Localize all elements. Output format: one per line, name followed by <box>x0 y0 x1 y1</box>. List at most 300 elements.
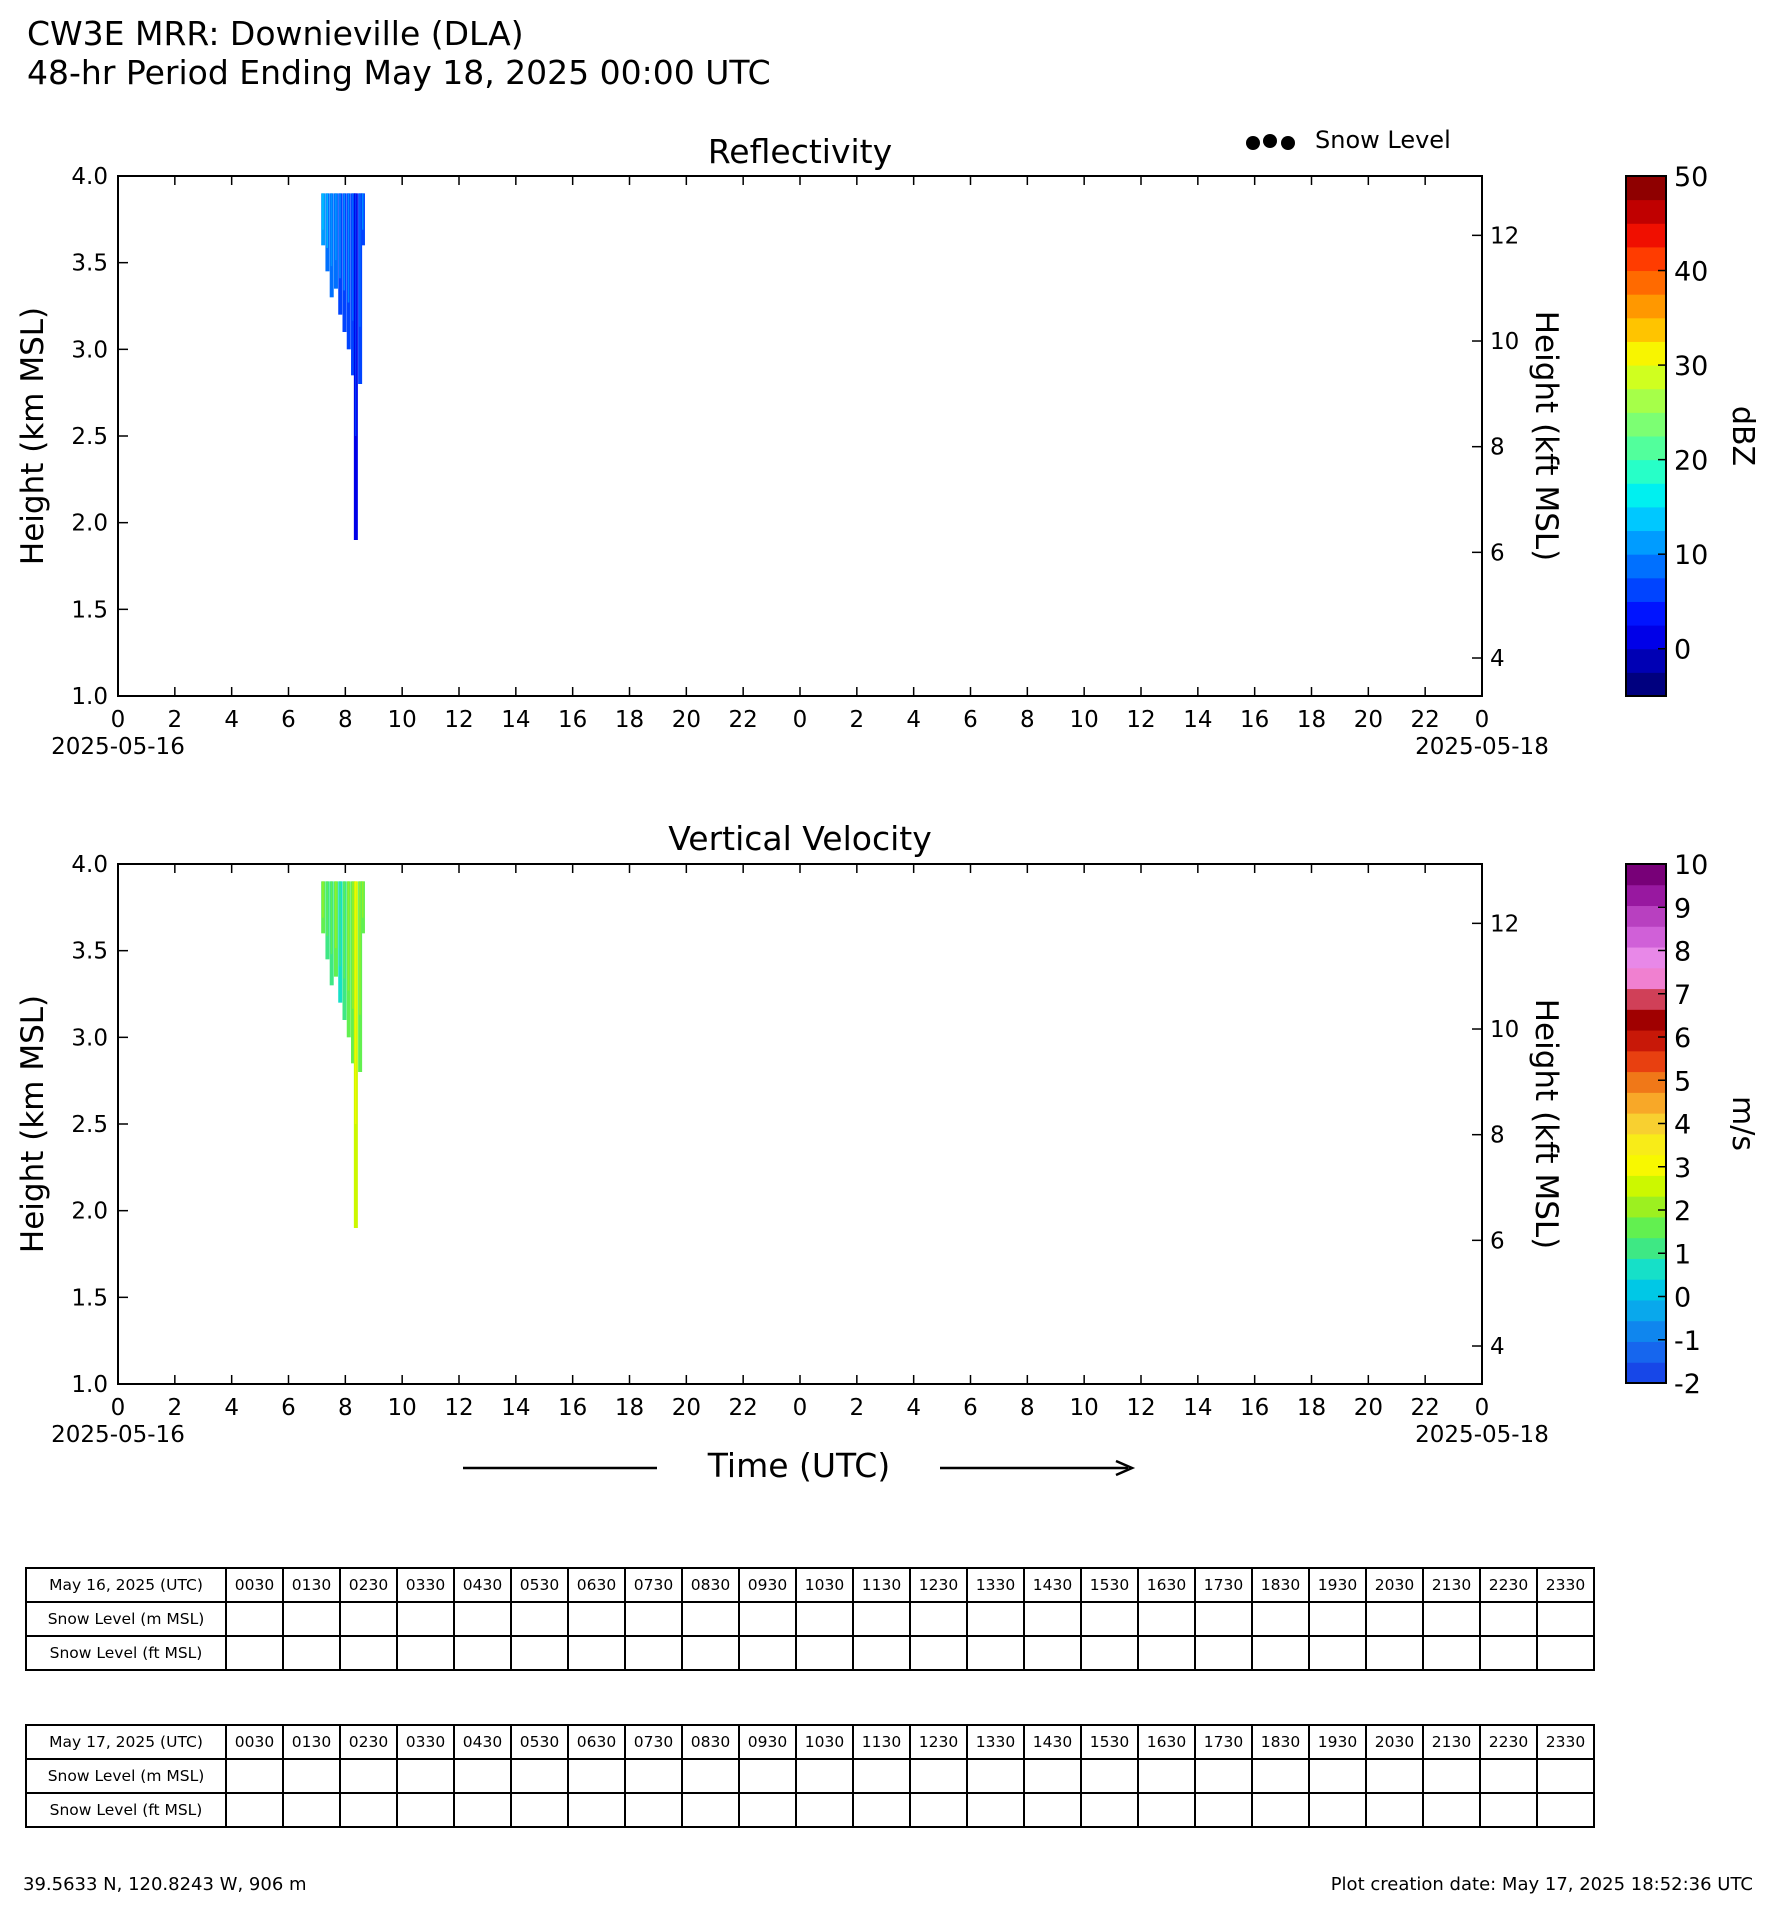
table-time-header: 1630 <box>1138 1725 1195 1759</box>
vel-xtick-label: 20 <box>1353 1395 1383 1421</box>
table-cell <box>625 1602 682 1636</box>
vel-data-column-shade <box>331 881 333 954</box>
vel-colorbar-segment <box>1626 1009 1666 1030</box>
vel-colorbar-segment <box>1626 1030 1666 1051</box>
table-time-header: 0930 <box>739 1568 796 1602</box>
table-cell <box>454 1636 511 1670</box>
vel-xtick-label: 12 <box>444 1395 474 1421</box>
vel-xtick-label: 8 <box>338 1395 353 1421</box>
table-cell <box>1024 1636 1081 1670</box>
table-row <box>26 1602 1594 1636</box>
table-time-header: 1430 <box>1024 1568 1081 1602</box>
refl-ytick-right-label: 12 <box>1490 223 1520 250</box>
table-cell <box>1195 1636 1252 1670</box>
vel-xtick-label: 6 <box>963 1395 978 1421</box>
refl-colorbar-segment <box>1626 531 1666 555</box>
vel-xtick-label: 4 <box>906 1395 921 1421</box>
refl-xtick-label: 2 <box>849 707 865 733</box>
refl-xtick-label: 18 <box>1296 707 1327 733</box>
table-cell <box>226 1759 283 1793</box>
refl-ylabel-right: Height (kft MSL) <box>1528 310 1564 562</box>
table-cell <box>910 1759 967 1793</box>
table-time-header: 1730 <box>1195 1568 1252 1602</box>
table-cell <box>511 1602 568 1636</box>
refl-data-column-shade <box>339 193 341 278</box>
table-cell <box>511 1759 568 1793</box>
refl-data-column-shade <box>331 193 333 266</box>
refl-colorbar-segment <box>1626 247 1666 271</box>
vel-colorbar-label: m/s <box>1725 1096 1760 1151</box>
table-time-header: 1830 <box>1252 1725 1309 1759</box>
vel-colorbar-segment <box>1626 1321 1666 1342</box>
refl-date-label-start: 2025-05-16 <box>51 734 185 760</box>
table-time-header: 0530 <box>511 1568 568 1602</box>
vel-colorbar-segment <box>1626 1362 1666 1383</box>
snow-level-legend-label: Snow Level <box>1315 126 1451 154</box>
plot-creation-date: Plot creation date: May 17, 2025 18:52:36 UTC <box>1330 1874 1753 1895</box>
vel-ytick-label: 1.0 <box>71 1372 108 1398</box>
table-cell <box>1138 1793 1195 1827</box>
vel-colorbar-segment <box>1626 1155 1666 1176</box>
vel-colorbar-tick-label: 4 <box>1674 1109 1692 1141</box>
table-cell <box>1195 1759 1252 1793</box>
table-cell <box>625 1636 682 1670</box>
refl-ytick-label: 2.0 <box>71 510 108 537</box>
table-cell <box>511 1636 568 1670</box>
refl-xtick-label: 22 <box>728 707 758 733</box>
snow-level-legend-marker <box>1263 134 1277 148</box>
refl-xtick-label: 2 <box>167 707 183 733</box>
table-row <box>26 1568 1594 1602</box>
vel-ytick-right-label: 12 <box>1490 911 1520 938</box>
table-cell <box>1366 1759 1423 1793</box>
refl-ytick-label: 1.0 <box>71 684 108 710</box>
refl-colorbar-segment <box>1626 601 1666 625</box>
table-cell <box>226 1636 283 1670</box>
refl-colorbar-segment <box>1626 271 1666 295</box>
refl-ytick-label: 4.0 <box>71 164 108 190</box>
title-line-2: 48-hr Period Ending May 18, 2025 00:00 UTC <box>27 53 771 92</box>
table-time-header: 1330 <box>967 1725 1024 1759</box>
table-row <box>26 1636 1594 1670</box>
refl-colorbar-segment <box>1626 365 1666 389</box>
table-time-header: 0930 <box>739 1725 796 1759</box>
table-row-label: Snow Level (ft MSL) <box>26 1793 226 1827</box>
table-time-header: 0630 <box>568 1568 625 1602</box>
table-cell <box>1480 1759 1537 1793</box>
table-cell <box>1309 1636 1366 1670</box>
table-time-header: 1230 <box>910 1725 967 1759</box>
table-cell <box>226 1793 283 1827</box>
table-time-header: 2130 <box>1423 1568 1480 1602</box>
vel-ytick-label: 2.0 <box>71 1198 108 1225</box>
table-cell <box>682 1602 739 1636</box>
table-time-header: 0430 <box>454 1568 511 1602</box>
table-row-label: Snow Level (m MSL) <box>26 1602 226 1636</box>
table-cell <box>1480 1602 1537 1636</box>
table-cell <box>739 1759 796 1793</box>
table-cell <box>397 1759 454 1793</box>
table-time-header: 2230 <box>1480 1725 1537 1759</box>
vel-data-column-shade <box>339 881 341 966</box>
refl-ylabel: Height (km MSL) <box>15 306 51 566</box>
refl-data-column-shade <box>326 193 328 248</box>
table-cell <box>1537 1636 1594 1670</box>
refl-ytick-label: 3.0 <box>71 337 108 364</box>
vel-colorbar-segment <box>1626 1092 1666 1113</box>
vel-colorbar-tick-label: -1 <box>1674 1325 1701 1357</box>
refl-xtick-label: 6 <box>963 707 978 733</box>
table-cell <box>1366 1636 1423 1670</box>
table-cell <box>1138 1759 1195 1793</box>
table-cell <box>568 1636 625 1670</box>
vel-colorbar-segment <box>1626 1300 1666 1321</box>
vel-date-label-start: 2025-05-16 <box>51 1422 185 1448</box>
table-cell <box>1366 1793 1423 1827</box>
table-time-header: 1030 <box>796 1568 853 1602</box>
title-line-1: CW3E MRR: Downieville (DLA) <box>27 14 524 53</box>
refl-colorbar-segment <box>1626 176 1666 200</box>
table-row-label: May 16, 2025 (UTC) <box>26 1568 226 1602</box>
refl-colorbar-segment <box>1626 672 1666 696</box>
vel-xtick-label: 0 <box>1474 1395 1490 1421</box>
table-time-header: 0230 <box>340 1725 397 1759</box>
refl-ytick-right-label: 10 <box>1490 329 1520 356</box>
refl-colorbar-segment <box>1626 412 1666 436</box>
table-time-header: 0330 <box>397 1725 454 1759</box>
table-cell <box>1423 1636 1480 1670</box>
vel-colorbar-segment <box>1626 885 1666 906</box>
table-cell <box>910 1793 967 1827</box>
table-cell <box>796 1602 853 1636</box>
table-cell <box>568 1602 625 1636</box>
table-cell <box>568 1793 625 1827</box>
vel-colorbar-tick-label: -2 <box>1674 1369 1701 1400</box>
table-time-header: 0330 <box>397 1568 454 1602</box>
vel-title: Vertical Velocity <box>668 819 932 858</box>
table-cell <box>967 1636 1024 1670</box>
refl-xtick-label: 8 <box>1020 707 1035 733</box>
vel-data-column-shade <box>348 881 350 990</box>
vel-colorbar-tick-label: 8 <box>1674 936 1692 968</box>
station-location: 39.5633 N, 120.8243 W, 906 m <box>23 1874 307 1895</box>
table-cell <box>1309 1793 1366 1827</box>
table-time-header: 1030 <box>796 1725 853 1759</box>
vel-xtick-label: 14 <box>501 1395 531 1421</box>
refl-xtick-label: 14 <box>501 707 531 733</box>
table-cell <box>853 1602 910 1636</box>
refl-xtick-label: 20 <box>1353 707 1383 733</box>
vel-ylabel-right: Height (kft MSL) <box>1528 998 1564 1250</box>
table-cell <box>1081 1759 1138 1793</box>
table-cell <box>283 1793 340 1827</box>
vel-colorbar-tick-label: 0 <box>1674 1282 1692 1314</box>
table-cell <box>1480 1636 1537 1670</box>
table-cell <box>1537 1759 1594 1793</box>
vel-colorbar-segment <box>1626 1238 1666 1259</box>
table-cell <box>682 1793 739 1827</box>
table-row <box>26 1793 1594 1827</box>
table-cell <box>1252 1602 1309 1636</box>
table-row <box>26 1725 1594 1759</box>
table-cell <box>1423 1793 1480 1827</box>
table-cell <box>682 1759 739 1793</box>
refl-colorbar-segment <box>1626 294 1666 318</box>
table-time-header: 0130 <box>283 1568 340 1602</box>
table-cell <box>1195 1793 1252 1827</box>
vel-ylabel: Height (km MSL) <box>15 994 51 1254</box>
refl-ytick-label: 1.5 <box>71 597 108 624</box>
vel-xtick-label: 0 <box>110 1395 126 1421</box>
table-time-header: 0030 <box>226 1725 283 1759</box>
vel-colorbar-tick-label: 3 <box>1674 1152 1692 1184</box>
refl-colorbar-segment <box>1626 223 1666 247</box>
refl-axes-frame <box>118 176 1482 696</box>
vel-ytick-right-label: 6 <box>1490 1228 1505 1255</box>
snow-level-legend-marker <box>1246 136 1260 150</box>
refl-xtick-label: 18 <box>614 707 645 733</box>
refl-ytick-right-label: 8 <box>1490 434 1505 461</box>
table-time-header: 0730 <box>625 1725 682 1759</box>
vel-colorbar-tick-label: 7 <box>1674 979 1692 1011</box>
refl-data-column-shade <box>359 193 361 326</box>
refl-colorbar-segment <box>1626 554 1666 578</box>
refl-colorbar-tick-label: 0 <box>1674 634 1692 666</box>
table-cell <box>397 1636 454 1670</box>
table-time-header: 1930 <box>1309 1568 1366 1602</box>
vel-xtick-label: 16 <box>1240 1395 1270 1421</box>
table-time-header: 1730 <box>1195 1725 1252 1759</box>
time-axis-label: Time (UTC) <box>707 1446 891 1485</box>
table-row-label: May 17, 2025 (UTC) <box>26 1725 226 1759</box>
vel-colorbar-segment <box>1626 1175 1666 1196</box>
table-cell <box>1480 1793 1537 1827</box>
table-time-header: 1330 <box>967 1568 1024 1602</box>
vel-colorbar-segment <box>1626 968 1666 989</box>
table-cell <box>568 1759 625 1793</box>
table-time-header: 1130 <box>853 1725 910 1759</box>
table-cell <box>340 1793 397 1827</box>
vel-ytick-label: 3.5 <box>71 938 108 965</box>
refl-data-column-shade <box>352 193 354 320</box>
vel-data-column-shade <box>355 881 357 1124</box>
refl-colorbar-tick-label: 50 <box>1674 162 1709 193</box>
table-cell <box>511 1793 568 1827</box>
vel-colorbar-segment <box>1626 1134 1666 1155</box>
table-cell <box>226 1602 283 1636</box>
table-cell <box>1309 1759 1366 1793</box>
refl-ytick-label: 2.5 <box>71 424 108 450</box>
refl-xtick-label: 12 <box>1126 707 1156 733</box>
table-time-header: 0030 <box>226 1568 283 1602</box>
refl-xtick-label: 10 <box>1069 707 1099 733</box>
table-time-header: 0830 <box>682 1725 739 1759</box>
table-cell <box>1537 1793 1594 1827</box>
vel-data-column-shade <box>359 881 361 1014</box>
table-time-header: 1230 <box>910 1568 967 1602</box>
table-row <box>26 1759 1594 1793</box>
vel-colorbar-segment <box>1626 989 1666 1010</box>
vel-ytick-label: 2.5 <box>71 1112 108 1138</box>
refl-colorbar-segment <box>1626 200 1666 224</box>
vel-data-column-shade <box>343 881 345 978</box>
table-cell <box>1309 1602 1366 1636</box>
table-cell <box>625 1793 682 1827</box>
vel-ytick-label: 4.0 <box>71 852 108 878</box>
refl-xtick-label: 6 <box>281 707 296 733</box>
refl-xtick-label: 0 <box>110 707 126 733</box>
table-cell <box>853 1759 910 1793</box>
table-cell <box>1252 1759 1309 1793</box>
vel-colorbar-segment <box>1626 1217 1666 1238</box>
table-cell <box>853 1793 910 1827</box>
table-time-header: 1830 <box>1252 1568 1309 1602</box>
table-cell <box>454 1602 511 1636</box>
vel-colorbar-tick-label: 9 <box>1674 893 1692 925</box>
table-time-header: 0630 <box>568 1725 625 1759</box>
vel-xtick-label: 0 <box>792 1395 808 1421</box>
vel-colorbar-segment <box>1626 1258 1666 1279</box>
table-cell <box>283 1602 340 1636</box>
refl-colorbar-segment <box>1626 436 1666 460</box>
table-cell <box>910 1602 967 1636</box>
refl-colorbar-tick-label: 10 <box>1674 540 1709 572</box>
vel-ytick-right-label: 8 <box>1490 1122 1505 1149</box>
table-time-header: 2130 <box>1423 1725 1480 1759</box>
table-time-header: 1530 <box>1081 1568 1138 1602</box>
vel-xtick-label: 2 <box>167 1395 183 1421</box>
refl-ytick-right-label: 4 <box>1490 646 1505 673</box>
vel-xtick-label: 8 <box>1020 1395 1035 1421</box>
table-cell <box>283 1759 340 1793</box>
refl-xtick-label: 0 <box>1474 707 1490 733</box>
table-cell <box>796 1759 853 1793</box>
table-cell <box>910 1636 967 1670</box>
table-time-header: 1930 <box>1309 1725 1366 1759</box>
vel-xtick-label: 22 <box>1410 1395 1440 1421</box>
vel-data-column-shade <box>335 881 337 948</box>
refl-colorbar-tick-label: 20 <box>1674 445 1709 477</box>
refl-title: Reflectivity <box>707 132 893 171</box>
table-time-header: 1630 <box>1138 1568 1195 1602</box>
vel-data-column-shade <box>326 881 328 936</box>
table-cell <box>796 1793 853 1827</box>
table-cell <box>1366 1602 1423 1636</box>
table-cell <box>454 1793 511 1827</box>
refl-colorbar-segment <box>1626 483 1666 507</box>
table-cell <box>340 1759 397 1793</box>
refl-colorbar-segment <box>1626 578 1666 602</box>
refl-data-column-shade <box>355 193 357 436</box>
vel-ytick-right-label: 4 <box>1490 1334 1505 1361</box>
vel-data-column-shade <box>322 881 324 917</box>
table-cell <box>796 1636 853 1670</box>
vel-xtick-label: 2 <box>849 1395 865 1421</box>
table-cell <box>1423 1759 1480 1793</box>
vel-colorbar-tick-label: 2 <box>1674 1196 1692 1227</box>
table-time-header: 1430 <box>1024 1725 1081 1759</box>
table-time-header: 0730 <box>625 1568 682 1602</box>
table-cell <box>625 1759 682 1793</box>
vel-xtick-label: 12 <box>1126 1395 1156 1421</box>
vel-xtick-label: 20 <box>671 1395 701 1421</box>
refl-colorbar-segment <box>1626 507 1666 531</box>
vel-xtick-label: 6 <box>281 1395 296 1421</box>
table-time-header: 2030 <box>1366 1568 1423 1602</box>
vel-xtick-label: 10 <box>387 1395 417 1421</box>
table-cell <box>967 1602 1024 1636</box>
refl-xtick-label: 22 <box>1410 707 1440 733</box>
table-time-header: 1130 <box>853 1568 910 1602</box>
table-time-header: 0830 <box>682 1568 739 1602</box>
refl-xtick-label: 12 <box>444 707 474 733</box>
vel-colorbar-segment <box>1626 864 1666 885</box>
table-time-header: 2330 <box>1537 1725 1594 1759</box>
snow-level-legend <box>1246 126 1451 154</box>
vel-colorbar-segment <box>1626 1051 1666 1072</box>
table-row-label: Snow Level (m MSL) <box>26 1759 226 1793</box>
table-cell <box>1024 1759 1081 1793</box>
refl-data-column-shade <box>362 193 364 229</box>
refl-colorbar-label: dBZ <box>1725 405 1760 467</box>
refl-data-column-shade <box>335 193 337 260</box>
vel-colorbar-segment <box>1626 906 1666 927</box>
table-cell <box>1024 1793 1081 1827</box>
refl-xtick-label: 14 <box>1183 707 1213 733</box>
vel-colorbar-segment <box>1626 1196 1666 1217</box>
refl-xtick-label: 4 <box>906 707 921 733</box>
table-cell <box>1423 1602 1480 1636</box>
table-cell <box>283 1636 340 1670</box>
table-cell <box>739 1636 796 1670</box>
refl-xtick-label: 0 <box>792 707 808 733</box>
refl-ytick-label: 3.5 <box>71 250 108 277</box>
vel-ytick-right-label: 10 <box>1490 1017 1520 1044</box>
table-cell <box>967 1759 1024 1793</box>
table-cell <box>340 1636 397 1670</box>
table-cell <box>340 1602 397 1636</box>
refl-date-label-end: 2025-05-18 <box>1415 734 1549 760</box>
table-cell <box>1138 1636 1195 1670</box>
vel-ytick-label: 3.0 <box>71 1025 108 1052</box>
vel-date-label-end: 2025-05-18 <box>1415 1422 1549 1448</box>
table-cell <box>1081 1793 1138 1827</box>
table-time-header: 0430 <box>454 1725 511 1759</box>
vel-data-column-shade <box>352 881 354 1008</box>
vel-colorbar-tick-label: 1 <box>1674 1239 1692 1271</box>
table-time-header: 0130 <box>283 1725 340 1759</box>
vel-colorbar-segment <box>1626 926 1666 947</box>
refl-data-column-shade <box>348 193 350 302</box>
table-cell <box>682 1636 739 1670</box>
vel-colorbar-tick-label: 5 <box>1674 1066 1692 1098</box>
table-cell <box>397 1793 454 1827</box>
table-time-header: 1530 <box>1081 1725 1138 1759</box>
refl-data-column-shade <box>343 193 345 290</box>
table-time-header: 0530 <box>511 1725 568 1759</box>
refl-colorbar-segment <box>1626 649 1666 673</box>
table-cell <box>454 1759 511 1793</box>
refl-ytick-right-label: 6 <box>1490 540 1505 567</box>
vel-data-column-shade <box>362 881 364 917</box>
snow-level-table-day1 <box>25 1567 1595 1671</box>
vel-xtick-label: 14 <box>1183 1395 1213 1421</box>
refl-xtick-label: 16 <box>1240 707 1270 733</box>
table-cell <box>1024 1602 1081 1636</box>
table-time-header: 0230 <box>340 1568 397 1602</box>
table-cell <box>1252 1636 1309 1670</box>
vel-colorbar-segment <box>1626 1279 1666 1300</box>
